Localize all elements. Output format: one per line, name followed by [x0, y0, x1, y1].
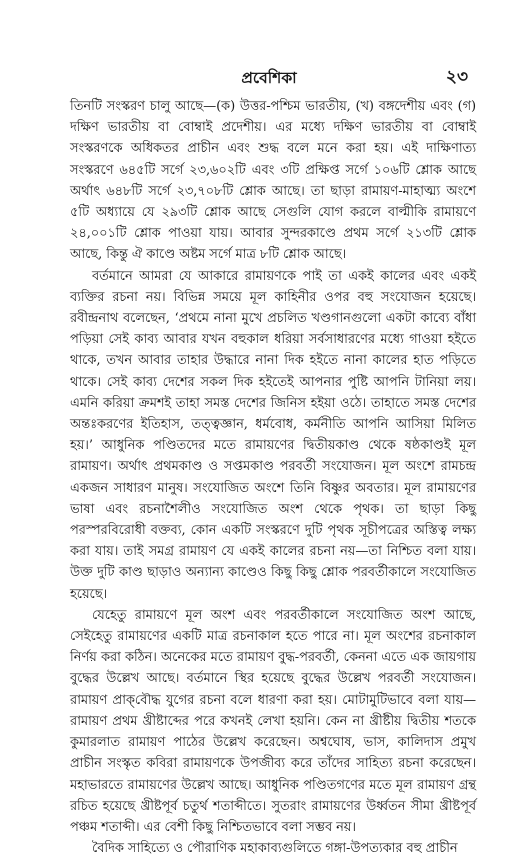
paragraph-4: বৈদিক সাহিত্যে ও পৌরাণিক মহাকাব্যগুলিতে গঙ্গা-উপত্যকার বহু প্রাচীন — [92, 841, 458, 857]
paragraph-1: তিনটি সংস্করণ চালু আছে—(ক) উত্তর-পশ্চিম ভারতীয়, (খ) বঙ্গদেশীয় এবং (গ) দক্ষিণ ভারতীয় বা বোম্বাই প্রদেশীয়। এর মধ্যে দক্ষিণ ভারতীয় বা বোম্বাই সংস্করণকে অধিকতর প্রাচীন এবং শুদ্ধ বলে মনে করা হয়। এই দাক্ষিণাত্য সংস্করণে ৬৪৫টি সর্গে ২৩,৬০২টি এবং ৩টি প্রক্ষিপ্ত সর্গে ১০৬টি শ্লোক আছে অর্থাৎ ৬৪৮টি সর্গে ২৩,৭০৮টি শ্লোক আছে। তা ছাড়া রামায়ণ-মাহাত্ম্য অংশে ৫টি অধ্যায়ে যে ২৯৩টি শ্লোক আছে সেগুলি যোগ করলে বাল্মীকি রামায়ণে ২৪,০০১টি শ্লোক পাওয়া যায়। আবার সুন্দরকাণ্ডে প্রথম সর্গে ২১৩টি শ্লোক আছে, কিন্তু ঐ কাণ্ডে অষ্টম সর্গে মাত্র ৮টি শ্লোক আছে। — [70, 99, 476, 263]
page-body — [70, 96, 476, 859]
paragraph-2: বর্তমানে আমরা যে আকারে রামায়ণকে পাই তা একই কালের এবং একই ব্যক্তির রচনা নয়। বিভিন্ন সময়ে মূল কাহিনীর ওপর বহু সংযোজন হয়েছে। রবীন্দ্রনাথ বলেছেন, ‘প্রথমে নানা মুখে প্রচলিত খণ্ডগানগুলো একটা কাব্যে বাঁধা পড়িয়া সেই কাব্য আবার যখন বহুকাল ধরিয়া সর্বসাধারণের মধ্যে গাওয়া হইতে থাকে, তখন আবার তাহার উদ্ধারে নানা দিক হইতে নানা কালের হাত পড়িতে থাকে। সেই কাব্য দেশের সকল দিক হইতেই আপনার পুষ্টি আপনি টানিয়া লয়। এমনি করিয়া ক্রমশই তাহা সমস্ত দেশের জিনিস হইয়া ওঠে। তাহাতে সমস্ত দেশের অন্তঃকরণের ইতিহাস, তত্ত্বজ্ঞান, ধর্মবোধ, কর্মনীতি আপনি আসিয়া মিলিত হয়।’ আধুনিক পণ্ডিতদের মতে রামায়ণের দ্বিতীয়কাণ্ড থেকে ষষ্ঠকাণ্ডই মূল রামায়ণ। অর্থাৎ প্রথমকাণ্ড ও সপ্তমকাণ্ড পরবর্তী সংযোজন। মূল অংশে রামচন্দ্র একজন সাধারণ মানুষ। সংযোজিত অংশে তিনি বিষ্ণুর অবতার। মূল রামায়ণের ভাষা এবং রচনাশৈলীও সংযোজিত অংশ থেকে পৃথক। তা ছাড়া কিছু পরস্পরবিরোধী বক্তব্য, কোন একটি সংস্করণে দুটি পৃথক সূচীপত্রের অস্তিত্ব লক্ষ্য করা যায়। তাই সমগ্র রামায়ণ যে একই কালের রচনা নয়—তা নিশ্চিত বলা যায়। উক্ত দুটি কাণ্ড ছাড়াও অন্যান্য কাণ্ডেও কিছু কিছু শ্লোক পরবর্তীকালে সংযোজিত হয়েছে। — [70, 268, 476, 602]
paragraph-3: যেহেতু রামায়ণে মূল অংশ এবং পরবর্তীকালে সংযোজিত অংশ আছে, সেইহেতু রামায়ণের একটি মাত্র রচনাকাল হতে পারে না। মূল অংশের রচনাকাল নির্ণয় করা কঠিন। অনেকের মতে রামায়ণ বুদ্ধ-পরবর্তী, কেননা এতে এক জায়গায় বুদ্ধের উল্লেখ আছে। বর্তমানে স্থির হয়েছে বুদ্ধের উল্লেখ পরবর্তী সংযোজন। রামায়ণ প্রাক্‌বৌদ্ধ যুগের রচনা বলে ধারণা করা হয়। মোটামুটিভাবে বলা যায়—রামায়ণ প্রথম খ্রীষ্টাব্দের পরে কখনই লেখা হয়নি। কেন না খ্রীষ্টীয় দ্বিতীয় শতকে কুমারলাত রামায়ণ পাঠের উল্লেখ করেছেন। অশ্বঘোষ, ভাস, কালিদাস প্রমুখ প্রাচীন সংস্কৃত কবিরা রামায়ণকে উপজীব্য করে তাঁদের সাহিত্য রচনা করেছেন। মহাভারতে রামায়ণের উল্লেখ আছে। আধুনিক পণ্ডিতগণের মতে মূল রামায়ণ গ্রন্থ রচিত হয়েছে খ্রীষ্টপূর্ব চতুর্থ শতাব্দীতে। সুতরাং রামায়ণের উর্ধ্বতন সীমা খ্রীষ্টপূর্ব পঞ্চম শতাব্দী। এর বেশী কিছু নিশ্চিতভাবে বলা সম্ভব নয়। — [70, 607, 476, 835]
running-title: প্রবেশিকা — [241, 68, 297, 87]
page-number: ২৩ — [445, 67, 468, 87]
page-header — [70, 64, 468, 90]
